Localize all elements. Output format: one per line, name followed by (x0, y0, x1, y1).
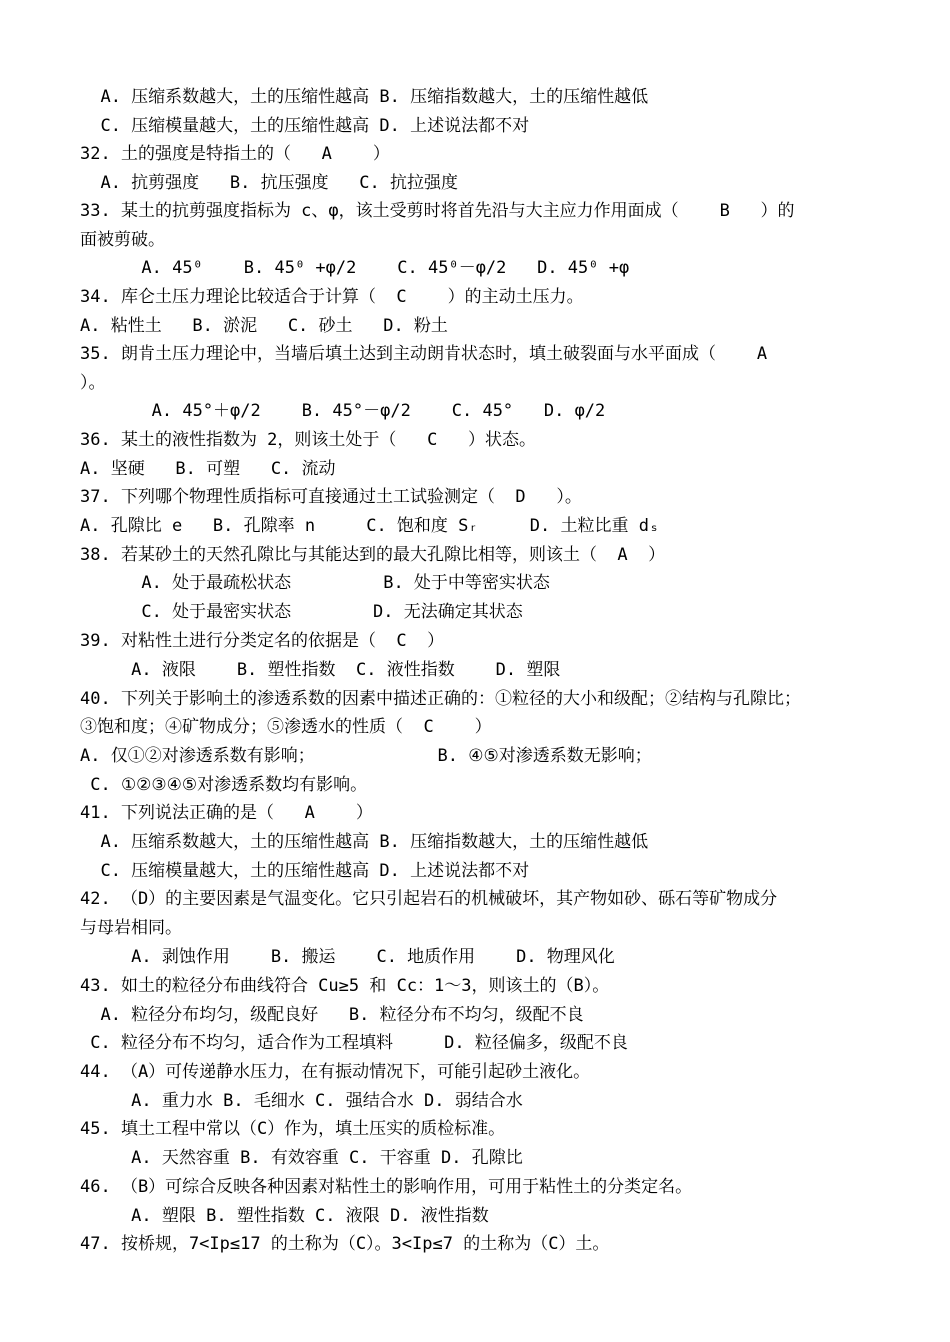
question-44: 44. （A）可传递静水压力，在有振动情况下，可能引起砂土液化。 (80, 1062, 591, 1082)
question-36: 36. 某土的液性指数为 2，则该土处于（ C ）状态。 (80, 430, 537, 450)
text-line: ）。 (80, 373, 106, 393)
text-line: C. 压缩模量越大，土的压缩性越高 D. 上述说法都不对 (80, 861, 530, 881)
text-line: A. 粒径分布均匀，级配良好 B. 粒径分布不均匀，级配不良 (80, 1005, 584, 1025)
text-line: A. 处于最疏松状态 B. 处于中等密实状态 (80, 573, 550, 593)
text-line: A. 压缩系数越大，土的压缩性越高 B. 压缩指数越大，土的压缩性越低 (80, 87, 649, 107)
text-line: A. 剥蚀作用 B. 搬运 C. 地质作用 D. 物理风化 (80, 947, 615, 967)
question-34: 34. 库仑土压力理论比较适合于计算（ C ）的主动土压力。 (80, 287, 584, 307)
question-47: 47. 按桥规，7<Ip≤17 的土称为（C）。3<Ip≤7 的土称为（C）土。 (80, 1234, 610, 1254)
question-35: 35. 朗肯土压力理论中，当墙后填土达到主动朗肯状态时，填土破裂面与水平面成（ A (80, 344, 768, 364)
text-line: C. 压缩模量越大，土的压缩性越高 D. 上述说法都不对 (80, 116, 530, 136)
text-line: A. 重力水 B. 毛细水 C. 强结合水 D. 弱结合水 (80, 1091, 523, 1111)
question-42: 42. （D）的主要因素是气温变化。它只引起岩石的机械破坏，其产物如砂、砾石等矿物成分 (80, 889, 778, 909)
question-41: 41. 下列说法正确的是（ A ） (80, 803, 373, 823)
question-40: 40. 下列关于影响土的渗透系数的因素中描述正确的：①粒径的大小和级配；②结构与孔隙比； (80, 689, 801, 709)
text-line: A. 仅①②对渗透系数有影响； B. ④⑤对渗透系数无影响； (80, 746, 652, 766)
question-33: 33. 某土的抗剪强度指标为 c、φ，该土受剪时将首先沿与大主应力作用面成（ B ）的 (80, 201, 795, 221)
text-line: C. ①②③④⑤对渗透系数均有影响。 (80, 775, 368, 795)
text-line: A. 45°＋φ/2 B. 45°－φ/2 C. 45° D. φ/2 (80, 401, 606, 421)
question-32: 32. 土的强度是特指土的（ A ） (80, 144, 390, 164)
text-line: A. 天然容重 B. 有效容重 C. 干容重 D. 孔隙比 (80, 1148, 523, 1168)
text-line: A. 孔隙比 e B. 孔隙率 n C. 饱和度 Sᵣ D. 土粒比重 dₛ (80, 516, 660, 536)
question-39: 39. 对粘性土进行分类定名的依据是（ C ） (80, 631, 445, 651)
text-line: 与母岩相同。 (80, 918, 182, 938)
text-line: ③饱和度；④矿物成分；⑤渗透水的性质（ C ） (80, 717, 492, 737)
question-43: 43. 如土的粒径分布曲线符合 Cu≥5 和 Cc：1～3，则该土的（B）。 (80, 976, 610, 996)
text-line: A. 抗剪强度 B. 抗压强度 C. 抗拉强度 (80, 173, 458, 193)
question-46: 46. （B）可综合反映各种因素对粘性土的影响作用，可用于粘性土的分类定名。 (80, 1177, 693, 1197)
text-line: A. 45⁰ B. 45⁰ +φ/2 C. 45⁰－φ/2 D. 45⁰ +φ (80, 258, 630, 278)
text-line: C. 处于最密实状态 D. 无法确定其状态 (80, 602, 523, 622)
text-line: A. 塑限 B. 塑性指数 C. 液限 D. 液性指数 (80, 1206, 489, 1226)
question-37: 37. 下列哪个物理性质指标可直接通过土工试验测定（ D ）。 (80, 487, 582, 507)
text-line: A. 坚硬 B. 可塑 C. 流动 (80, 459, 336, 479)
text-line: A. 压缩系数越大，土的压缩性越高 B. 压缩指数越大，土的压缩性越低 (80, 832, 649, 852)
question-38: 38. 若某砂土的天然孔隙比与其能达到的最大孔隙比相等，则该土（ A ） (80, 545, 666, 565)
text-line: 面被剪破。 (80, 230, 165, 250)
question-45: 45. 填土工程中常以（C）作为，填土压实的质检标准。 (80, 1119, 506, 1139)
text-line: C. 粒径分布不均匀，适合作为工程填料 D. 粒径偏多，级配不良 (80, 1033, 628, 1053)
text-line: A. 液限 B. 塑性指数 C. 液性指数 D. 塑限 (80, 660, 561, 680)
text-line: A. 粘性土 B. 淤泥 C. 砂土 D. 粉土 (80, 316, 448, 336)
